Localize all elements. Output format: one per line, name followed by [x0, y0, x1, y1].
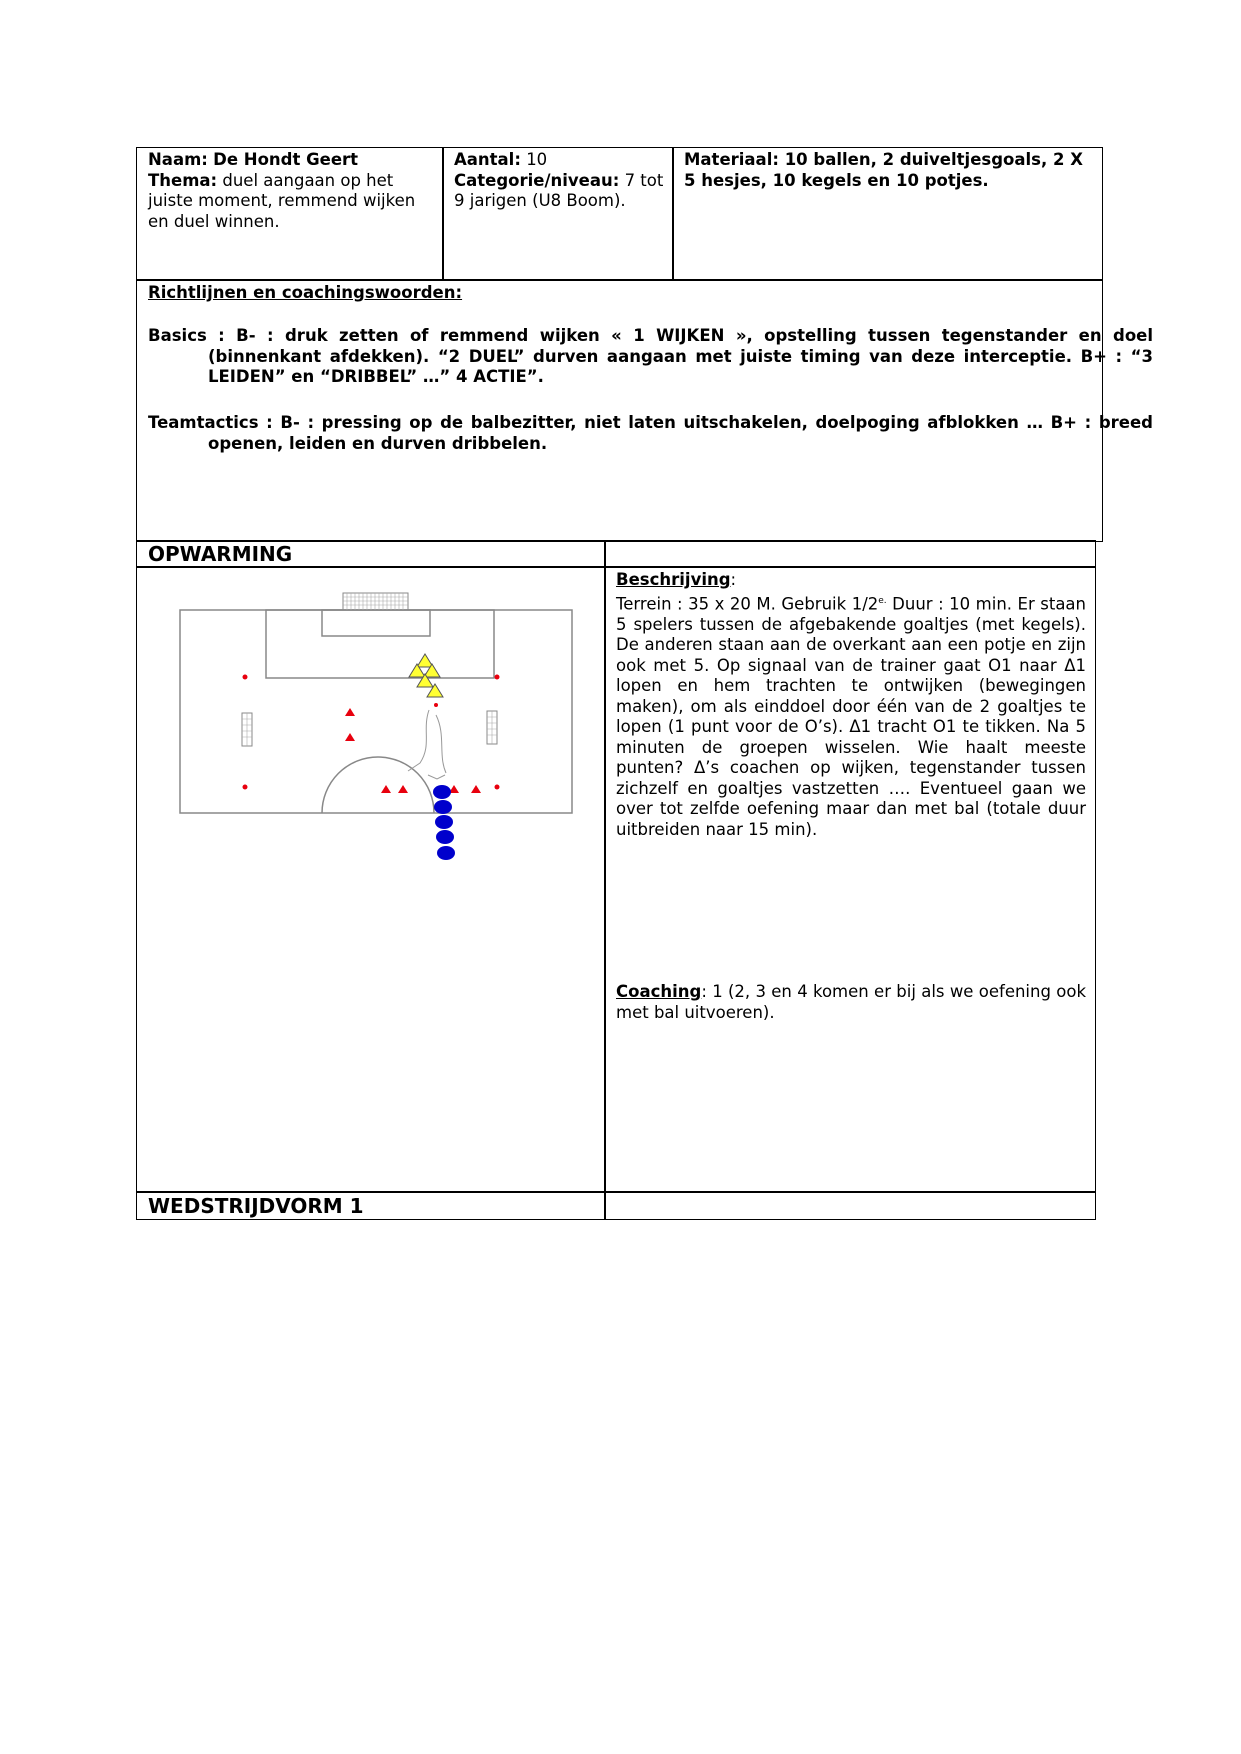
run-paths: [408, 710, 446, 779]
beschrijving-label: Beschrijving: [616, 570, 731, 589]
aantal-cell: [454, 150, 664, 212]
main-goal-net: [343, 593, 408, 610]
naam-value: De Hondt Geert: [213, 150, 359, 169]
red-dots: [243, 675, 500, 793]
categorie-label: Categorie/niveau:: [454, 170, 620, 190]
aantal-label: Aantal:: [454, 150, 521, 169]
basics-text: Basics : B- : druk zetten of remmend wijken « 1 WIJKEN », opstelling tussen tegenstander en doel (binnenkant afdekken). “2 DUEL” durven aangaan met juiste timing van deze interceptie. B+ : “3 LEIDEN” en “DRIBBEL” …” 4 ACTIE”.: [148, 326, 1153, 386]
categorie-value: 7 tot 9 jarigen (U8 Boom).: [454, 170, 664, 210]
coaching-block: [616, 982, 1086, 1023]
materiaal-cell: [684, 150, 1094, 191]
beschrijving-rest: Duur : 10 min. Er staan 5 spelers tussen de afgebakende goaltjes (met kegels). De anderen staan aan de overkant aan een potje en zijn ook met 5. Op signaal van de trainer gaat O1 naar Δ1 lopen en hem trachten te ontwijken (bewegingen maken), om als einddoel door één van de 2 goaltjes te lopen (1 punt voor de O’s). Δ1 tracht O1 te tikken. Na 5 minuten de groepen wisselen. Wie haalt meeste punten? Δ’s coachen op wijken, tegenstander tussen zichzelf en goaltjes vastzetten …. Eventueel gaan we over tot zelfde oefening maar dan met bal (totale duur uitbreiden naar 15 min).: [616, 594, 1086, 839]
field-outline: [180, 610, 572, 813]
field-diagram: [170, 585, 590, 865]
opwarming-header-line: [136, 566, 1096, 568]
richtlijnen-box: [136, 279, 1103, 542]
wedstrijdvorm-title: WEDSTRIJDVORM 1: [148, 1194, 364, 1218]
main-goal: [343, 593, 408, 610]
teamtactics-text: Teamtactics : B- : pressing op de balbezitter, niet laten uitschakelen, doelpoging afblokken … B+ : breed openen, leiden en durven dribbelen.: [148, 413, 1153, 453]
small-goal-left: [242, 713, 252, 746]
thema-label: Thema:: [148, 170, 218, 190]
materiaal-label: Materiaal:: [684, 150, 779, 169]
yellow-players: [409, 654, 443, 697]
coaching-label: Coaching: [616, 982, 702, 1001]
opwarming-title: OPWARMING: [148, 542, 293, 566]
richtlijnen-title: Richtlijnen en coachingswoorden:: [148, 283, 463, 302]
naam-label: Naam:: [148, 150, 208, 169]
header-divider-2: [672, 147, 674, 281]
beschrijving-text: Terrein : 35 x 20 M. Gebruik 1/2: [616, 594, 879, 613]
goal-area: [322, 610, 430, 636]
beschrijving-sup: e.: [878, 595, 887, 606]
blue-players: [433, 785, 455, 860]
opwarming-divider: [604, 540, 606, 1220]
materiaal-value: 10 ballen, 2 duiveltjesgoals, 2 X 5 hesjes, 10 kegels en 10 potjes.: [684, 150, 1083, 190]
naam-cell: [148, 150, 438, 232]
header-divider-1: [442, 147, 444, 281]
thema-value: duel aangaan op het juiste moment, remmend wijken en duel winnen.: [148, 170, 416, 231]
small-goal-right: [487, 711, 497, 744]
beschrijving-block: Beschrijving: Terrein : 35 x 20 M. Gebruik $1/2^{e.}$ Duur : 10 min. Er staan 5 spelers tussen de afgebakende goaltjes (met kegels). De anderen staan aan de overkant aan een potje en zijn ook met 5. Op signaal van de trainer gaat O1 naar Δ1 lopen en hem trachten te ontwijken (bewegingen maken), om als einddoel door één van de 2 goaltjes te lopen (1 punt voor de O’s). Δ1 tracht O1 te tikken. Na 5 minuten de groepen wisselen. Wie haalt meeste punten? Δ’s coachen op wijken, tegenstander tussen zichzelf en goaltjes vastzetten …. Eventueel gaan we over tot zelfde oefening maar dan met bal (totale duur uitbreiden naar 15 min).: [616, 570, 1086, 839]
aantal-value: 10: [526, 150, 548, 169]
penalty-box: [266, 610, 494, 678]
red-cones: [345, 708, 481, 793]
wedstrijd-header-line: [136, 1191, 1096, 1193]
coaching-text: : 1 (2, 3 en 4 komen er bij als we oefening ook met bal uitvoeren).: [616, 982, 1086, 1022]
